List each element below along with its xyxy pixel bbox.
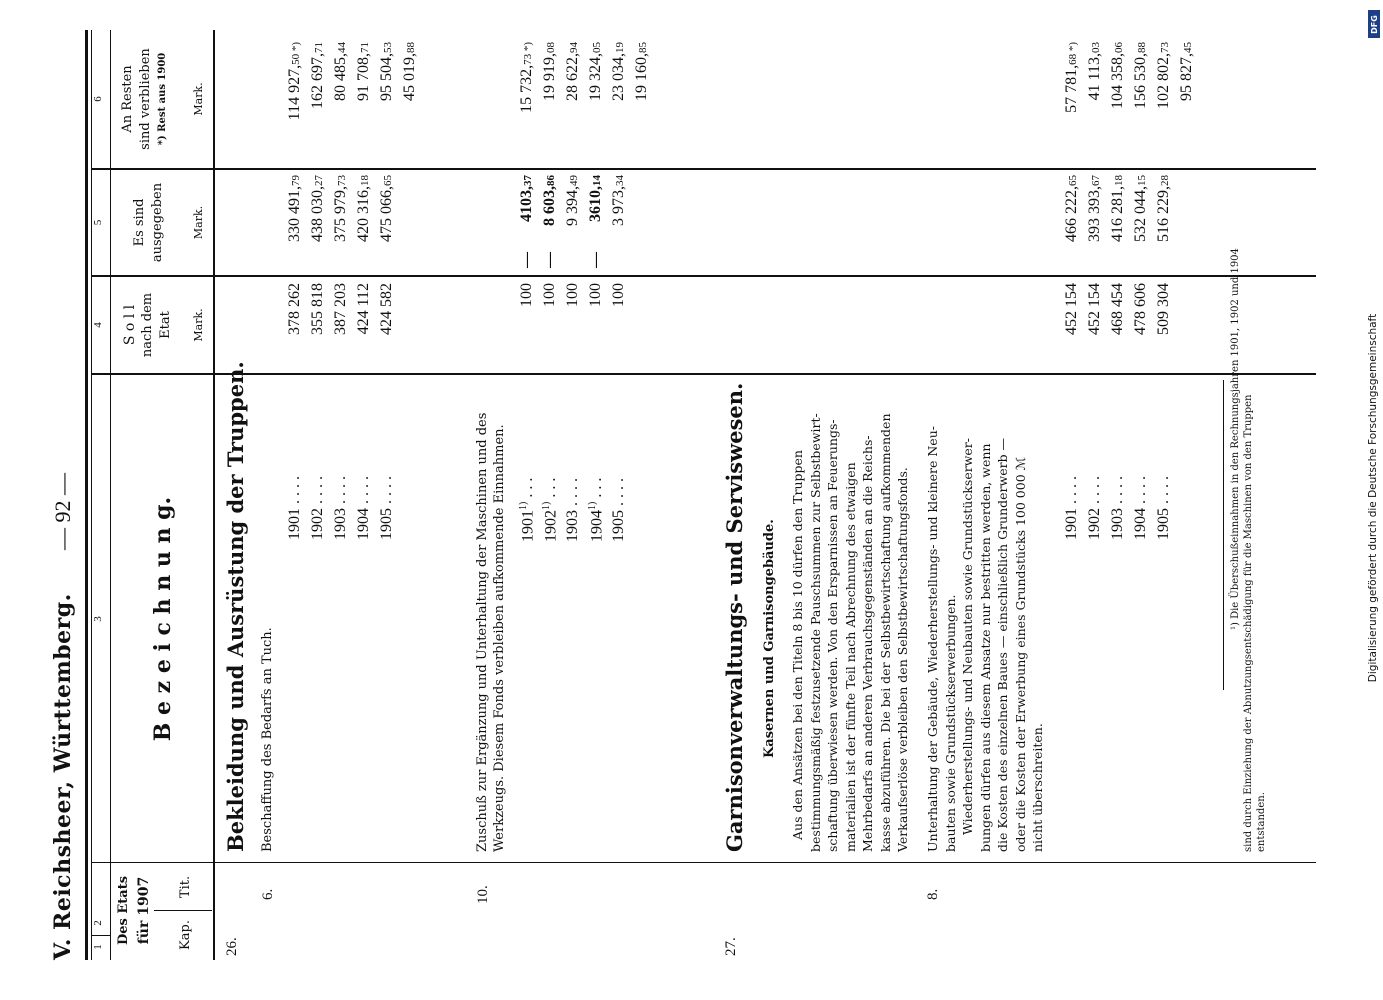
row-rest <box>610 42 628 168</box>
row-ausgegeben <box>1086 175 1104 275</box>
row-ausgegeben-mark: 4103, <box>518 186 535 222</box>
row-ausgegeben <box>587 175 605 275</box>
title10-text-1: Zuschuß zur Ergänzung und Unterhaltung der Maschinen und des <box>475 412 490 852</box>
para1-line: schaftung überwiesen werden. Von den Ersparnissen an Feuerungs- <box>825 419 840 852</box>
row-dots: . . . <box>588 477 606 498</box>
row-rest-pf: 73 <box>1159 42 1171 53</box>
row-dots: . . . . <box>1155 476 1172 504</box>
row-year <box>518 478 537 542</box>
row-ausgegeben <box>1109 175 1127 275</box>
row-rest-mark: 15 732, <box>518 64 535 113</box>
header-ausgegeben-unit: Mark. <box>192 205 205 240</box>
para1-line: Mehrbedarfs an anderen Verbrauchsgegenständen an die Reichs- <box>860 435 875 852</box>
row-rest <box>587 42 605 168</box>
row-ausgegeben-mark: 420 316, <box>355 186 372 242</box>
column-number-1: 1 <box>92 944 104 950</box>
row-rest-mark: 41 113, <box>1086 53 1103 101</box>
header-des-etats: Des Etats <box>116 875 131 946</box>
row-ausgegeben <box>518 175 536 275</box>
row-dots: . . . . <box>1132 476 1149 504</box>
row-dots: . . . <box>519 477 537 498</box>
row-year-value: 1904 <box>1132 508 1149 540</box>
footnote-ref: 1) <box>587 501 598 510</box>
para1-line: Aus den Ansätzen bei den Titeln 8 bis 10 dürfen den Truppen <box>790 450 805 840</box>
row-ausgegeben-pf: 79 <box>290 175 302 186</box>
row-rest-pf: 88 <box>405 42 417 53</box>
row-rest-mark: 19 919, <box>541 53 558 101</box>
row-year-value: 1905 <box>610 510 627 542</box>
row-rest <box>1132 42 1150 168</box>
divider-aus-rest <box>91 168 1316 170</box>
footnote-line-2: sind durch Einziehung der Abnutzungsentschädigung für die Maschinen von den Truppen <box>1243 394 1254 852</box>
row-rest <box>401 42 419 168</box>
row-ausgegeben-pf: 86 <box>545 175 557 186</box>
row-ausgegeben-mark: 375 979, <box>332 186 349 242</box>
header-resten: An Resten <box>120 65 135 133</box>
row-ausgegeben <box>564 175 582 275</box>
header-soll-nach: nach dem <box>140 292 155 358</box>
row-ausgegeben <box>309 175 327 275</box>
row-year <box>1086 476 1104 540</box>
row-rest-pf: 45 <box>1182 42 1194 53</box>
row-year <box>541 478 560 542</box>
row-ausgegeben-pf: 15 <box>1136 175 1148 186</box>
row-rest-note: *) <box>1067 42 1079 54</box>
row-soll: 100 <box>564 283 581 307</box>
row-year <box>378 476 396 540</box>
footnote-ref: 1) <box>518 501 529 510</box>
row-year-value: 1903 <box>1109 508 1126 540</box>
row-year-value: 1903 <box>564 510 581 542</box>
row-soll: 424 112 <box>355 283 372 335</box>
title8-line: oder die Kosten der Erwerbung eines Grundstücks 100 000 ℳ <box>1012 456 1028 852</box>
footnote-ref: 1) <box>541 501 552 510</box>
footnote-line-3: entstanden. <box>1256 792 1267 852</box>
row-rest-mark: 95 504, <box>378 53 395 101</box>
chapter27-title: Garnisonverwaltungs- und Serviswesen. <box>722 382 747 852</box>
row-ausgegeben-pf: 18 <box>359 175 371 186</box>
row-rest-mark: 19 324, <box>587 53 604 101</box>
title8-line: nicht überschreiten. <box>1030 723 1045 852</box>
row-year-value: 1905 <box>378 508 395 540</box>
row-dots: . . . . <box>332 476 349 504</box>
footnote-rule <box>1223 380 1224 690</box>
row-ausgegeben-pf: 67 <box>1090 175 1102 186</box>
row-ausgegeben-pf: 65 <box>1067 175 1079 186</box>
row-soll: 468 454 <box>1109 283 1126 335</box>
row-ausgegeben-pf: 27 <box>313 175 325 186</box>
header-tit: Tit. <box>178 875 193 899</box>
para1-line: Verkaufserlöse verbleiben den Selbstbewirtschaftungsfonds. <box>895 467 910 852</box>
row-rest-mark: 45 019, <box>401 53 418 101</box>
row-rest-pf: 50 <box>290 53 302 65</box>
row-rest-mark: 114 927, <box>286 64 303 121</box>
tit-10: 10. <box>475 885 491 904</box>
row-dots: . . . . <box>610 478 627 506</box>
column-number-5: 5 <box>92 219 104 226</box>
row-soll: 387 203 <box>332 283 349 335</box>
row-year <box>587 478 606 542</box>
row-year-value: 1904 <box>355 508 372 540</box>
row-year <box>610 478 628 542</box>
row-rest <box>332 42 350 168</box>
row-dots: . . . . <box>1109 476 1126 504</box>
header-soll-unit: Mark. <box>192 308 205 342</box>
row-soll: 378 262 <box>286 283 303 335</box>
row-rest <box>633 42 651 168</box>
row-soll: 478 606 <box>1132 283 1149 335</box>
row-dots: . . . . <box>564 478 581 506</box>
row-ausgegeben-mark: 475 066, <box>378 186 395 242</box>
tit-8: 8. <box>925 888 941 900</box>
row-dots: . . . . <box>378 476 395 504</box>
chapter26-title: Bekleidung und Ausrüstung der Truppen. <box>223 361 248 852</box>
row-rest <box>541 42 559 168</box>
header-ausgegeben: Es sind <box>132 198 147 247</box>
row-rest-pf: 71 <box>313 42 325 53</box>
row-rest-mark: 19 160, <box>633 53 650 101</box>
row-year-value: 1902 <box>1086 508 1103 540</box>
row-soll: 355 818 <box>309 283 326 335</box>
row-ausgegeben-mark: 3 973, <box>610 186 627 226</box>
row-soll: 509 304 <box>1155 283 1172 335</box>
row-soll: 424 582 <box>378 283 395 335</box>
kap-26: 26. <box>224 937 240 956</box>
row-rest <box>1063 42 1081 168</box>
divider-soll-aus <box>91 275 1316 277</box>
row-rest-mark: 23 034, <box>610 53 627 101</box>
row-ausgegeben <box>378 175 396 275</box>
row-rest-pf: 44 <box>336 42 348 53</box>
header-resten-3: *) Rest aus 1900 <box>157 52 168 146</box>
row-ausgegeben-mark: 466 222, <box>1063 186 1080 242</box>
row-rest-pf: 85 <box>637 42 649 53</box>
dfg-logo-icon: DFG <box>1368 10 1380 38</box>
row-rest-mark: 80 485, <box>332 53 349 101</box>
tit-6: 6. <box>260 888 276 900</box>
row-rest-pf: 05 <box>591 42 603 53</box>
row-rest-pf: 68 <box>1067 53 1079 65</box>
row-soll: 100 <box>587 283 604 307</box>
row-rest-pf: 88 <box>1136 42 1148 53</box>
row-ausgegeben <box>1063 175 1081 275</box>
row-rest-pf: 53 <box>382 42 394 53</box>
row-soll: 452 154 <box>1063 283 1080 335</box>
row-rest <box>355 42 373 168</box>
row-dots: . . . <box>542 477 560 498</box>
rotated-page <box>40 20 1315 980</box>
row-rest <box>309 42 327 168</box>
row-ausgegeben-mark: 516 229, <box>1155 186 1172 242</box>
row-ausgegeben-pf: 14 <box>591 175 603 186</box>
row-ausgegeben-pf: 34 <box>614 175 626 186</box>
header-kap: Kap. <box>178 920 193 950</box>
row-ausgegeben-mark: 8 603, <box>541 186 558 226</box>
row-dots: . . . . <box>309 476 326 504</box>
row-rest-mark: 162 697, <box>309 53 326 109</box>
header-ausgegeben-2: ausgegeben <box>150 182 165 263</box>
row-ausgegeben-mark: 393 393, <box>1086 186 1103 242</box>
row-rest <box>1109 42 1127 168</box>
row-ausgegeben-mark: 9 394, <box>564 186 581 226</box>
scan-credit-text: Digitalisierung gefördert durch die Deutsche Forschungsgemeinschaft <box>1367 313 1379 682</box>
row-year-value: 1901 <box>519 510 537 542</box>
header-soll: S o l l <box>122 304 138 346</box>
row-ausgegeben <box>1155 175 1173 275</box>
para1-line: materialien ist der fünfte Teil nach Abrechnung des etwaigen <box>842 462 858 852</box>
row-rest <box>286 42 304 168</box>
row-soll: 452 154 <box>1086 283 1103 335</box>
row-ausgegeben <box>286 175 304 275</box>
row-dots: . . . . <box>355 476 372 504</box>
header-resten-2: sind verblieben <box>138 48 153 150</box>
top-rule <box>85 30 88 960</box>
title8-line: bungen dürfen aus diesem Ansatze nur bestritten werden, wenn <box>977 443 993 852</box>
row-ausgegeben-mark: 532 044, <box>1132 186 1149 242</box>
chapter27-subtitle: Kasernen und Garnisongebäude. <box>762 519 777 758</box>
row-ausgegeben-pf: 18 <box>1113 175 1125 186</box>
row-rest-pf: 03 <box>1090 42 1102 53</box>
row-rest-pf: 94 <box>568 42 580 53</box>
title8-line: Wiederherstellungs- und Neubauten sowie Grundstückserwer- <box>960 438 975 835</box>
footnote-line-1: ¹) Die Überschußeinnahmen in den Rechnungsjahren 1901, 1902 und 1904 <box>1230 248 1241 630</box>
row-year-value: 1903 <box>332 508 349 540</box>
row-rest-mark: 91 708, <box>355 53 372 101</box>
row-rest-mark: 104 358, <box>1109 53 1126 109</box>
title8-line: die Kosten des einzelnen Baues — einschließlich Grunderwerb — <box>995 437 1010 852</box>
divider-tit-desc <box>91 862 1316 863</box>
row-dots: . . . . <box>1063 476 1080 504</box>
para1-line: bestimmungsmäßig festzusetzende Pauschsummen zur Selbstbewirt- <box>807 413 823 852</box>
row-rest-pf: 08 <box>545 42 557 53</box>
row-ausgegeben-pf: 65 <box>382 175 394 186</box>
title8-line: bauten sowie Grundstückserwerbungen. <box>942 594 958 852</box>
row-rest-pf: 73 <box>522 53 534 65</box>
row-year-value: 1901 <box>286 508 303 540</box>
column-number-3: 3 <box>92 616 104 622</box>
row-year <box>564 478 582 542</box>
row-year <box>332 476 350 540</box>
row-rest <box>378 42 396 168</box>
title6-text: Beschaffung des Bedarfs an Tuch. <box>260 627 275 852</box>
row-year-value: 1902 <box>542 510 560 542</box>
row-rest <box>518 42 536 168</box>
row-rest-mark: 57 781, <box>1063 64 1080 113</box>
row-rest-note: *) <box>522 42 534 54</box>
row-ausgegeben <box>541 175 559 275</box>
row-dots: . . . . <box>286 476 303 504</box>
row-rest <box>1155 42 1173 168</box>
row-negative-sign: — <box>587 252 604 268</box>
row-ausgegeben <box>610 175 628 275</box>
row-year <box>309 476 327 540</box>
row-rest-pf: 19 <box>614 42 626 53</box>
title8-line: Unterhaltung der Gebäude, Wiederherstellungs- und kleinere Neu- <box>925 426 940 852</box>
row-year-value: 1902 <box>309 508 326 540</box>
title10-text-2: Werkzeugs. Diesem Fonds verbleiben aufkommende Einnahmen. <box>492 424 507 852</box>
row-ausgegeben <box>1132 175 1150 275</box>
row-year <box>1109 476 1127 540</box>
row-year-value: 1905 <box>1155 508 1172 540</box>
header-left: V. Reichsheer, Württemberg. <box>50 593 76 960</box>
kap-27: 27. <box>723 937 739 956</box>
row-rest <box>1178 42 1196 168</box>
row-ausgegeben-mark: 3610, <box>587 186 604 222</box>
row-dots: . . . . <box>1086 476 1103 504</box>
row-rest <box>1086 42 1104 168</box>
row-rest <box>564 42 582 168</box>
row-ausgegeben-mark: 330 491, <box>286 186 303 242</box>
column-number-6: 6 <box>92 96 104 102</box>
page-number: — 92 — <box>50 473 75 550</box>
header-resten-unit: Mark. <box>192 82 205 116</box>
row-ausgegeben-pf: 73 <box>336 175 348 186</box>
para1-line: kasse abzuführen. Die bei der Selbstbewirtschaftung aufkommenden <box>877 413 893 852</box>
row-rest-mark: 95 827, <box>1178 53 1195 101</box>
row-year <box>1132 476 1150 540</box>
row-rest-mark: 28 622, <box>564 53 581 101</box>
row-rest-pf: 71 <box>359 42 371 53</box>
row-year-value: 1904 <box>588 510 606 542</box>
row-year <box>1063 476 1081 540</box>
divider-kap-tit <box>154 910 212 911</box>
row-ausgegeben <box>355 175 373 275</box>
row-negative-sign: — <box>541 252 558 268</box>
row-ausgegeben-mark: 438 030, <box>309 186 326 242</box>
row-soll: 100 <box>518 283 535 307</box>
header-bezeichnung: B e z e i c h n u n g. <box>150 496 176 742</box>
row-rest-pf: 06 <box>1113 42 1125 53</box>
row-ausgegeben-pf: 49 <box>568 175 580 186</box>
column-number-2: 2 <box>92 920 104 926</box>
row-rest-note: *) <box>290 42 302 54</box>
column-number-4: 4 <box>92 322 104 328</box>
row-soll: 100 <box>541 283 558 307</box>
row-rest-mark: 102 802, <box>1155 53 1172 109</box>
row-negative-sign: — <box>518 252 535 268</box>
row-year <box>286 476 304 540</box>
scan-credit <box>1362 10 1383 985</box>
row-ausgegeben-mark: 416 281, <box>1109 186 1126 242</box>
divider-desc-soll <box>91 373 1316 375</box>
header-soll-etat: Etat <box>158 311 173 339</box>
row-ausgegeben-pf: 37 <box>522 175 534 186</box>
row-year <box>1155 476 1173 540</box>
row-year-value: 1901 <box>1063 508 1080 540</box>
header-fuer-1907: für 1907 <box>136 876 152 945</box>
row-ausgegeben <box>332 175 350 275</box>
row-year <box>355 476 373 540</box>
row-soll: 100 <box>610 283 627 307</box>
row-ausgegeben-pf: 28 <box>1159 175 1171 186</box>
row-rest-mark: 156 530, <box>1132 53 1149 109</box>
